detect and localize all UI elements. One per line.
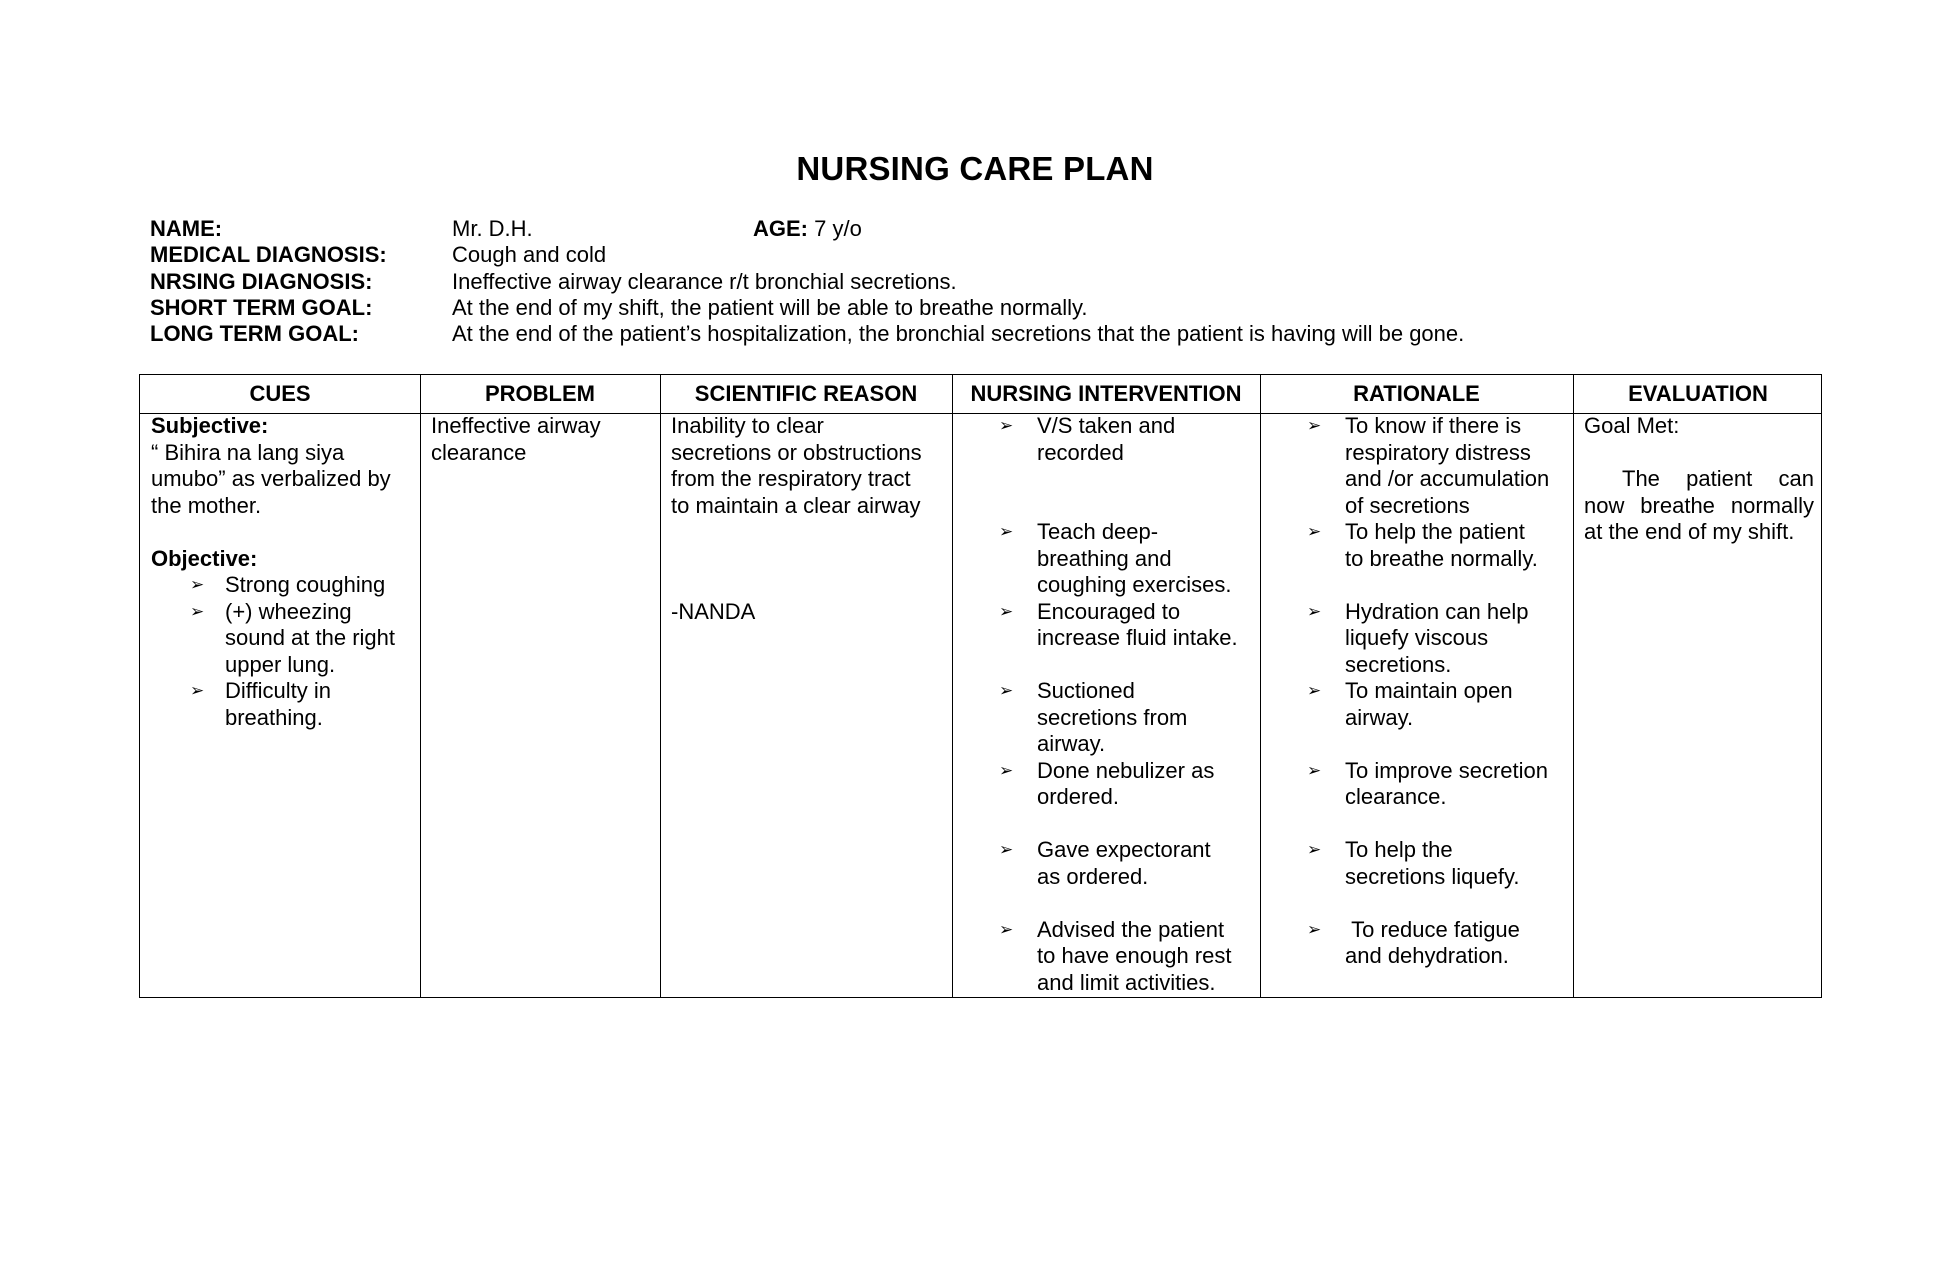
arrow-bullet-icon: ➢ [999,840,1014,859]
list-item: ➢ Encouraged to increase fluid intake. [999,598,1238,650]
arrow-bullet-icon: ➢ [1307,681,1322,700]
problem-cell [431,413,657,997]
scientific-source: -NANDA [671,598,756,624]
column-divider [660,375,661,997]
arrow-bullet-icon: ➢ [999,522,1014,541]
list-item: ➢ To maintain open airway. [1307,678,1513,730]
nursing-diagnosis-label: NRSING DIAGNOSIS: [150,269,373,294]
list-item: ➢ Advised the patient to have enough rest and limit activities. [999,916,1232,995]
care-plan-table [139,374,1822,998]
list-item: ➢ Difficulty in breathing. [190,678,331,730]
page-title: NURSING CARE PLAN [796,150,1154,187]
evaluation-text: The patient can now breathe normally at the end of my shift. [1584,466,1814,544]
list-item: ➢ Hydration can help liquefy viscous secretions. [1307,598,1529,677]
list-item: ➢ To reduce fatigue and dehydration. [1307,916,1520,968]
age-field [753,216,862,242]
nursing-intervention-cell [952,413,1260,997]
age-value: 7 y/o [814,216,862,241]
short-term-goal-label: SHORT TERM GOAL: [150,295,373,320]
arrow-bullet-icon: ➢ [999,601,1014,621]
list-item: ➢ To know if there is respiratory distress and /or accumulation of secretions [1307,413,1550,518]
rationale-list [1260,413,1573,970]
medical-diagnosis-label: MEDICAL DIAGNOSIS: [150,242,387,267]
arrow-bullet-icon: ➢ [1307,919,1322,939]
objective-list [151,572,417,731]
scientific-reason-text: Inability to clear secretions or obstructions from the respiratory tract to maintain a clear airway [671,413,922,518]
medical-diagnosis-value: Cough and cold [452,242,607,267]
list-item: ➢ Suctioned secretions from airway. [999,678,1188,756]
problem-text: Ineffective airway clearance [431,413,601,465]
short-term-goal-value: At the end of my shift, the patient will be able to breathe normally. [452,295,1088,320]
list-item: ➢ Teach deep- breathing and coughing exercises. [999,519,1232,597]
list-item: ➢ (+) wheezing sound at the right upper lung. [190,598,396,677]
intervention-list [952,413,1260,996]
list-item: ➢ To help the secretions liquefy. [1307,837,1520,889]
age-label: AGE: [753,216,808,241]
list-item: ➢ V/S taken and recorded [999,413,1176,465]
scientific-reason-cell [671,413,949,997]
arrow-bullet-icon: ➢ [1307,840,1322,859]
arrow-bullet-icon: ➢ [1307,416,1322,435]
list-item: ➢ Strong coughing [190,572,386,597]
name-label: NAME: [150,216,223,241]
long-term-goal-value: At the end of the patient’s hospitalization, the bronchial secretions that the patient is having will be gone. [452,321,1465,346]
nursing-diagnosis-value: Ineffective airway clearance r/t bronchial secretions. [452,269,957,294]
arrow-bullet-icon: ➢ [999,760,1014,780]
arrow-bullet-icon: ➢ [190,601,205,621]
column-divider [420,375,421,997]
header-evaluation: EVALUATION [1628,381,1768,406]
cues-cell [151,413,417,997]
long-term-goal-label: LONG TERM GOAL: [150,321,359,346]
column-divider [1573,375,1574,997]
header-problem: PROBLEM [485,381,595,406]
list-item: ➢ To improve secretion clearance. [1307,757,1548,809]
arrow-bullet-icon: ➢ [999,681,1014,700]
header-nursing-intervention: NURSING INTERVENTION [970,381,1242,406]
rationale-cell [1260,413,1573,997]
header-scientific-reason: SCIENTIFIC REASON [694,381,918,406]
evaluation-cell [1584,413,1814,997]
arrow-bullet-icon: ➢ [999,919,1014,939]
list-item: ➢ To help the patient to breathe normally. [1307,519,1538,571]
header-rationale: RATIONALE [1353,381,1480,406]
subjective-label: Subjective: [151,413,269,438]
arrow-bullet-icon: ➢ [190,575,205,594]
arrow-bullet-icon: ➢ [190,681,205,700]
arrow-bullet-icon: ➢ [1307,522,1322,541]
arrow-bullet-icon: ➢ [999,416,1014,435]
arrow-bullet-icon: ➢ [1307,760,1322,780]
subjective-text: “ Bihira na lang siya umubo” as verbalized by the mother. [151,439,391,518]
list-item: ➢ Gave expectorant as ordered. [999,837,1211,889]
arrow-bullet-icon: ➢ [1307,601,1322,621]
name-value: Mr. D.H. [452,216,533,241]
evaluation-status: Goal Met: [1584,413,1680,438]
list-item: ➢ Done nebulizer as ordered. [999,757,1215,809]
objective-label: Objective: [151,545,258,571]
header-cues: CUES [249,381,311,406]
